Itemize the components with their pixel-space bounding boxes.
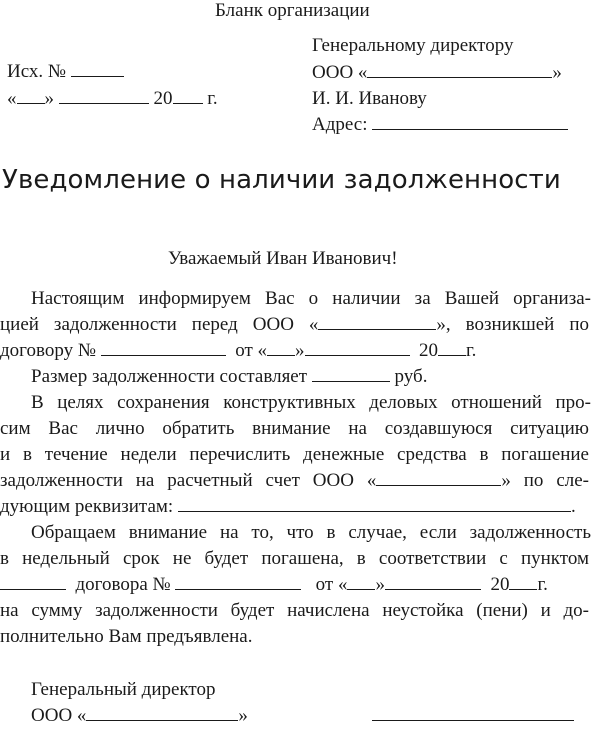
org-blank-label: Бланк организации — [215, 0, 370, 21]
contract-day-blank — [267, 338, 295, 356]
body-p3-line3: и в течение недели перечислить денежные средства в погашение — [0, 444, 589, 465]
creditor-company-blank — [318, 312, 436, 330]
body-p4-line3: договора № от « » 20 г. — [0, 572, 548, 598]
recipient-address-blank — [372, 112, 568, 130]
account-company-blank — [376, 468, 501, 486]
date-year-prefix: 20 — [153, 88, 173, 109]
body-p4-line5: полнительно Вам предъявлена. — [0, 626, 253, 647]
body-p4-line1: Обращаем внимание на то, что в случае, если задолженность — [31, 522, 591, 543]
body-p4-line2: в недельный срок не будет погашена, в соответствии с пунктом — [0, 548, 589, 569]
body-p1-line2: цией задолженности перед ООО « », возникшей по — [0, 314, 589, 335]
recipient-company-suffix: » — [552, 62, 562, 83]
salutation: Уважаемый Иван Иванович! — [168, 248, 398, 269]
body-p3-line5: дующим реквизитам: . — [0, 496, 576, 517]
debt-amount-blank — [312, 364, 390, 382]
contract2-day-blank — [347, 572, 375, 590]
date-close-quote: » — [44, 88, 54, 109]
recipient-name: И. И. Иванову — [312, 88, 427, 109]
contract-month-blank — [305, 338, 410, 356]
signature-company-line — [31, 703, 248, 729]
date-year-suffix: г. — [207, 88, 218, 109]
signature-company-blank — [86, 703, 238, 721]
contract2-year-blank — [509, 572, 537, 590]
recipient-address-label: Адрес: — [312, 114, 368, 135]
body-p3-line4: задолженности на расчетный счет ООО « » по сле- — [0, 470, 590, 491]
body-p3-line1: В целях сохранения конструктивных деловых отношений про- — [31, 392, 591, 413]
contract-number-blank — [101, 338, 226, 356]
recipient-company-line — [312, 60, 562, 86]
document-title: Уведомление о наличии задолженности — [2, 165, 561, 195]
body-p1-line3: договору № от « » 20 г. — [0, 340, 477, 361]
outgoing-number-label: Исх. № — [7, 61, 67, 82]
contract2-number-blank — [175, 572, 301, 590]
body-p3-line2: сим Вас лично обратить внимание на создавшуюся ситуацию — [0, 418, 589, 439]
date-open-quote: « — [7, 88, 17, 109]
date-year-blank — [173, 86, 203, 104]
recipient-position: Генеральному директору — [312, 35, 514, 56]
body-p4-line4: на сумму задолженности будет начислена неустойка (пени) и до- — [0, 600, 589, 621]
date-day-blank — [17, 86, 45, 104]
bank-details-blank — [178, 494, 571, 512]
body-p2: Размер задолженности составляет руб. — [31, 366, 428, 387]
outgoing-number-blank — [71, 59, 124, 77]
date-month-blank — [59, 86, 149, 104]
recipient-address-line — [312, 112, 568, 138]
signature-position: Генеральный директор — [31, 679, 216, 700]
contract-year-blank — [438, 338, 466, 356]
contract2-month-blank — [385, 572, 481, 590]
signature-company-suffix: » — [238, 705, 248, 726]
body-p1-line1: Настоящим информируем Вас о наличии за Вашей организа- — [31, 288, 591, 309]
outgoing-date-line — [7, 86, 218, 112]
signature-line — [372, 720, 574, 721]
recipient-company-prefix: ООО « — [312, 62, 368, 83]
recipient-company-blank — [367, 60, 552, 78]
signature-company-prefix: ООО « — [31, 705, 87, 726]
clause-number-blank — [0, 572, 66, 590]
outgoing-number-line — [7, 59, 124, 85]
